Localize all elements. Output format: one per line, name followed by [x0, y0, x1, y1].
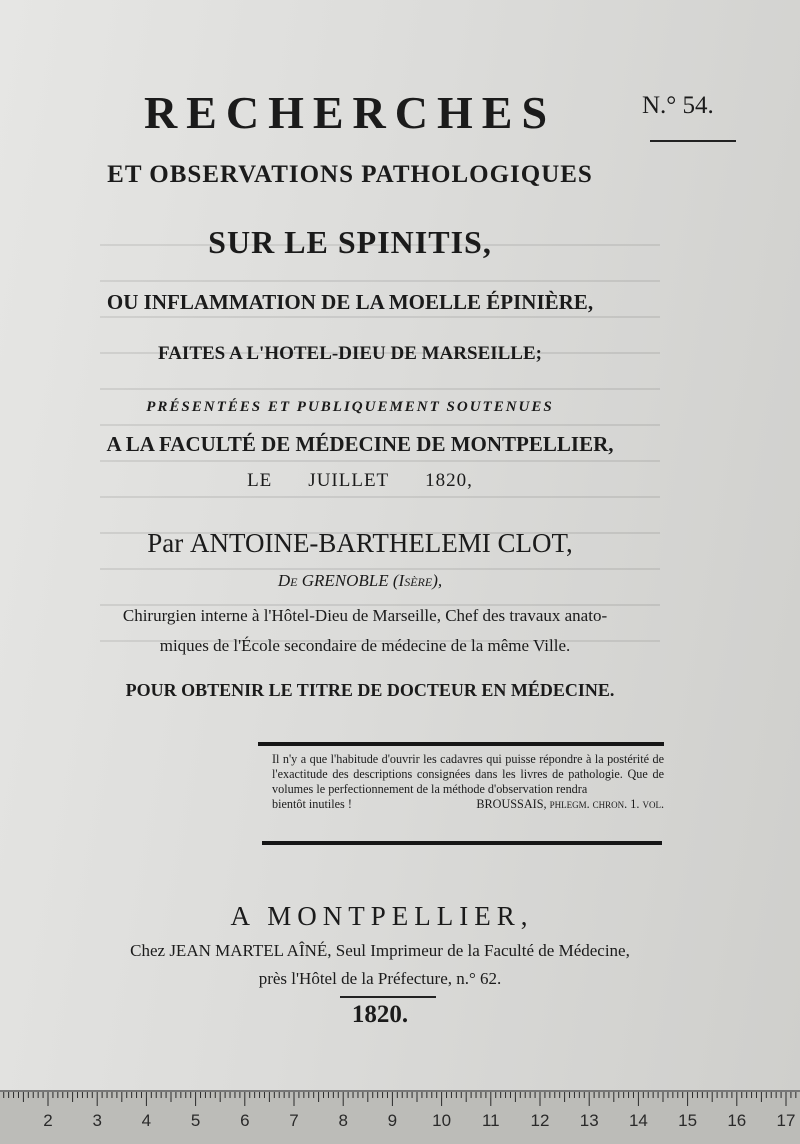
author-line [0, 528, 760, 559]
document-number: N.° 54. [642, 92, 714, 119]
subtitle-line-2: SUR LE SPINITIS, [208, 224, 492, 260]
ruler-number: 5 [190, 1111, 201, 1130]
ruler-number: 6 [240, 1111, 250, 1130]
author-surname: CLOT, [497, 528, 573, 558]
imprint-city: A MONTPELLIER, [230, 901, 534, 931]
ruler-number: 7 [289, 1111, 299, 1130]
epigraph-rule-bottom [262, 841, 662, 845]
ruler-number: 15 [678, 1111, 698, 1130]
presented-line: PRÉSENTÉES ET PUBLIQUEMENT SOUTENUES [146, 399, 554, 415]
epigraph-rule-top [258, 742, 664, 746]
number-underline [650, 140, 736, 142]
document-title: RECHERCHES [143, 87, 557, 138]
epigraph [272, 752, 664, 812]
epigraph-last: bientôt inutiles ! [272, 797, 352, 811]
author-origin: De GRENOBLE (Isère), [277, 571, 443, 590]
subtitle-line-4: FAITES A L'HOTEL-DIEU DE MARSEILLE; [158, 343, 542, 364]
author-prefix: Par [147, 528, 184, 558]
measuring-ruler [0, 1090, 800, 1144]
ruler-number: 9 [387, 1111, 398, 1130]
ruler-number: 10 [432, 1111, 452, 1130]
ruler-number: 2 [43, 1111, 53, 1130]
ruler-number: 12 [530, 1111, 550, 1130]
ruler-scale [0, 1092, 800, 1144]
degree-goal: POUR OBTENIR LE TITRE DE DOCTEUR EN MÉDECINE. [125, 680, 615, 700]
printer-line-2: près l'Hôtel de la Préfecture, n.° 62. [258, 969, 502, 988]
imprint-year: 1820. [351, 1001, 409, 1028]
ruler-number: 4 [141, 1111, 152, 1130]
date-year: 1820, [425, 470, 473, 491]
epigraph-source: BROUSSAIS, phlegm. chron. 1. vol. [476, 797, 664, 811]
ruler-number: 3 [92, 1111, 102, 1130]
ruler-number: 13 [579, 1111, 599, 1130]
position-line-2: miques de l'École secondaire de médecine de la même Ville. [159, 636, 571, 655]
printer-line-1: Chez JEAN MARTEL AÎNÉ, Seul Imprimeur de la Faculté de Médecine, [130, 941, 630, 960]
date-le: LE [247, 470, 273, 491]
year-rule [340, 996, 436, 998]
ruler-number: 8 [338, 1111, 348, 1130]
epigraph-text: Il n'y a que l'habitude d'ouvrir les cadavres qui puisse répondre à la postérité de l'exactitude des descriptions consignées dans les livres de pathologie. Que de volumes le perfectionnement de la méthode d'observation rendra [272, 752, 664, 796]
subtitle-line-1: ET OBSERVATIONS PATHOLOGIQUES [107, 161, 593, 188]
ruler-number: 17 [776, 1111, 796, 1130]
faculty-line: A LA FACULTÉ DE MÉDECINE DE MONTPELLIER, [106, 432, 614, 456]
subtitle-line-3: OU INFLAMMATION DE LA MOELLE ÉPINIÈRE, [106, 290, 594, 314]
author-name: ANTOINE-BARTHELEMI [189, 528, 491, 558]
ruler-number: 16 [727, 1111, 747, 1130]
ruler-number: 11 [481, 1111, 500, 1130]
ruler-number: 14 [628, 1111, 648, 1130]
epigraph-attribution [272, 797, 664, 812]
date-line [0, 470, 760, 492]
date-month: JUILLET [308, 470, 390, 491]
position-line-1: Chirurgien interne à l'Hôtel-Dieu de Marseille, Chef des travaux anato- [122, 606, 608, 625]
